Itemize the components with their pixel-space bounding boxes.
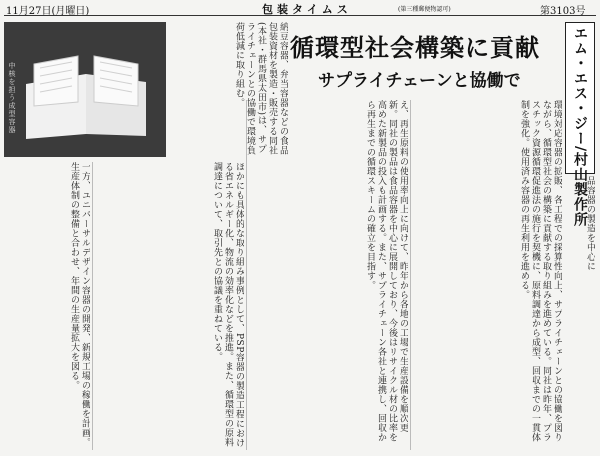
photo-caption: 中核を担う成型容器 [8,62,16,134]
body-column-top: 納豆容器、弁当容器などの食品包装資材を製造・販売する同社(本社・群馬県太田市)は、サプライチェーンとの協働で環境負荷低減に取り組む。 [234,22,288,155]
issue-number: 第3103号 [540,6,586,17]
article-photo [4,22,166,157]
body-column-5: 一方、ユニバーサルデザイン容器の開発、新規工場の稼働を計画。生産体制の整備と合わせ、年間の生産量拡大を図る。 [69,162,90,447]
body-column-3: え、再生原料の使用率向上に向けて、昨年から各地の工場で生産設備を順次更新。同社の製品は食品容器を中心に展開しており、今後はリサイクル材の比率を高めた新製品の投入も計画する。また、サプライチェーン各社と連携し、回収から再生までの循環スキームの確立を目指す。 [365,100,408,442]
page-header [0,0,600,16]
column-divider [246,100,247,450]
headline: 循環型社会構築に貢献 [290,33,540,62]
body-column-1: 品容器の製造を中心に [585,176,595,271]
postal-note: (第三種郵便物認可) [398,6,451,13]
column-divider [410,100,411,450]
body-column-2: 環境対応容器の拡販、各工程での採算性向上、サプライチェーンとの協働を図りながら、循環型社会の構築に貢献する取り組みを進めている。同社は昨年、プラスチック資源循環促進法の施行を契機に、原料調達から成型、回収までの一貫体制を強化。使用済み容器の再生利用を進める。 [519,100,562,442]
subheadline: サプライチェーンと協働で [318,71,521,91]
body-column-4: ほかにも具体的な取り組み事例として、PSP容器の製造工程における省エネルギー化、物流の効率化などを推進。また、循環型の原料調達について、取引先との協議を重ねている。 [212,162,244,448]
newspaper-title: 包装タイムス [262,3,352,16]
issue-date: 11月27日(月曜日) [6,6,90,17]
company-byline: エム・エス・ジー/村山製作所 [572,26,588,228]
container-tray-image [16,44,156,144]
header-rule [4,15,596,16]
column-divider [92,162,93,450]
